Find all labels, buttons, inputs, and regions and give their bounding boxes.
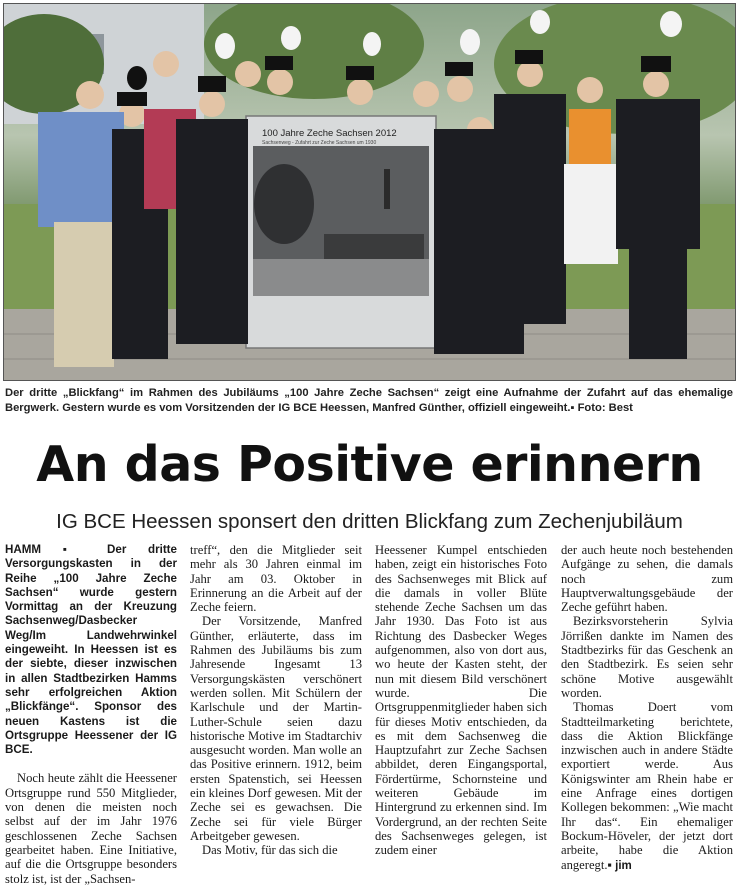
article-paragraph: Bezirksvorsteherin Sylvia Jörrißen dankte im Namen des Stadtbezirks für das Geschenk an den Stadtbezirk. Es seien sehr schöne Motive ausgewählt worden. [561,614,733,700]
article-column-4 [561,543,733,873]
article-paragraph: treff“, den die Mitglieder seit mehr als 30 Jahren einmal im Jahr am 03. Oktober in Erinnerung an die Arbeit auf der Zeche feiern. [190,543,362,615]
news-photo [3,3,736,381]
article-paragraph: Heessener Kumpel entschieden haben, zeigt ein historisches Foto des Sachsenweges mit Blick auf die damals in voller Blüte stehende Zeche Sachsen um das Jahr 1930. Das Foto ist aus Richtung des Dasbecker Weges aufgenommen, also von dort aus, wo heute der Kasten steht, der nun mit diesem Bild verschönert wurde. Die Ortsgruppenmitglieder haben sich für dieses Motiv entschieden, da es mit dem Sachsenweg die Hauptzufahrt zur Zeche Sachsen abbildet, deren Eingangsportal, Fördertürme, Schornsteine und weiteren Gebäude im Hintergrund zu erkennen sind. Im Vordergrund, an der rechten Seite des Sachsenweges gelegen, ist zudem einer [375,543,547,858]
article-paragraph: Das Motiv, für das sich die [202,843,338,858]
article-lead: HAMM ▪ Der dritte Versorgungskasten in der Reihe „100 Jahre Zeche Sachsen“ wurde gestern Vormittag an der Kreuzung Sachsenweg/Dasbecker Weg/Im Landwehrwinkel eingeweiht. In Heessen ist es der siebte, dieser inzwischen in allen Stadtbezirken Hamms sehr erfolgreichen Aktion „Blickfänge“. Sponsor des neuen Kastens ist die Ortsgruppe Heessener der IG BCE. [5,543,177,757]
article-closing-text: Thomas Doert vom Stadtteilmarketing berichtete, dass die Aktion Blickfänge inzwischen auch in andere Städte exportiert werde. Aus Königswinter am Rhein habe er eine Anfrage eines dortigen Kollegen bekommen: „Wie macht Ihr das“. Ein ehemaliger Bockum-Höveler, der jetzt dort arbeite, habe die Aktion angeregt.▪ [561,700,733,872]
article-paragraph [561,700,733,873]
article-column-1 [5,543,177,886]
article-column-2 [190,543,362,858]
group-photo-illustration [4,4,736,381]
photo-caption: Der dritte „Blickfang“ im Rahmen des Jubiläums „100 Jahre Zeche Sachsen“ zeigt eine Aufnahme der Zufahrt auf das ehemalige Bergwerk. Gestern wurde es vom Vorsitzenden der IG BCE Heessen, Manfred Günther, offiziell eingeweiht.▪ Foto: Best [5,387,733,414]
subheadline: IG BCE Heessen sponsert den dritten Blickfang zum Zechenjubiläum [56,510,683,533]
article-paragraph: Noch heute zählt die Heessener Ortsgruppe rund 550 Mitglieder, von denen die meisten noch selbst auf der im Jahr 1976 geschlossenen Zeche Sachsen gearbeitet haben. Eine Initiative, auf die die Ortsgruppe besonders stolz ist, ist der „Sachsen- [5,771,177,886]
article-paragraph: der auch heute noch bestehenden Aufgänge zu sehen, die damals noch zum Hauptverwaltungsgebäude der Zeche geführt haben. [561,543,733,615]
cabinet-sign-title: 100 Jahre Zeche Sachsen 2012 [262,128,397,139]
article-column-3 [375,543,547,858]
author-signature: jim [615,859,632,872]
article-paragraph: Der Vorsitzende, Manfred Günther, erläuterte, dass im Rahmen des Jubiläums bis zum Jahresende Ingesamt 13 Versorgungskästen verschönert werden sollen. Mit Schülern der Karlschule und der Martin-Luther-Schule seien dazu historische Motive im Stadtarchiv ausgesucht worden. Man wolle an das Positive erinnern. 1912, beim ersten Spatenstich, sei Heessen ein kleines Dorf gewesen. Mit der Zeche sei es gewachsen. Die Zeche sei für viele Bürger Arbeitgeber gewesen. [190,614,362,843]
cabinet-sign-subtitle: Sachsenweg - Zufahrt zur Zeche Sachsen um 1930 [262,140,377,146]
headline: An das Positive erinnern [36,436,703,493]
